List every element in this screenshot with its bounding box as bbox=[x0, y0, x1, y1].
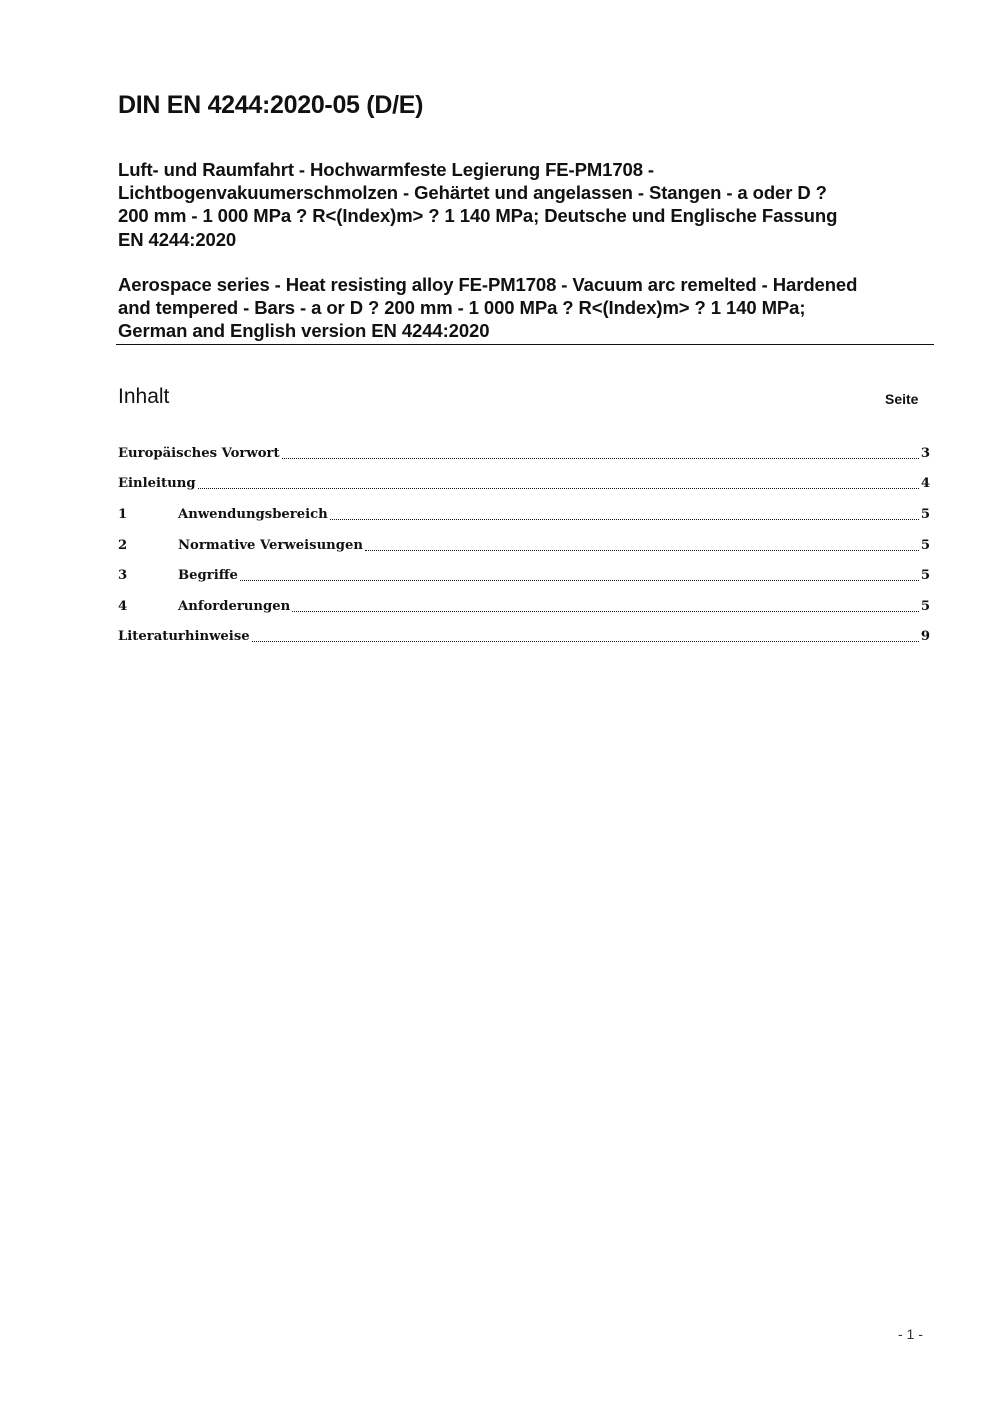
title-german-line: EN 4244:2020 bbox=[118, 228, 237, 250]
title-divider bbox=[116, 344, 934, 345]
toc-entry-title: Anforderungen bbox=[178, 598, 291, 614]
toc-entry-number: 2 bbox=[118, 537, 128, 553]
page-number: - 1 - bbox=[898, 1326, 923, 1342]
title-german-line: 200 mm - 1 000 MPa ? R<(Index)m> ? 1 140 MPa; Deutsche und Englische Fassung bbox=[118, 205, 838, 227]
toc-entry-page: 5 bbox=[920, 506, 930, 522]
toc-dot-leader bbox=[252, 641, 919, 642]
toc-entry-number: 3 bbox=[118, 568, 128, 584]
toc-entry-page: 5 bbox=[920, 598, 930, 614]
toc-page-label: Seite bbox=[885, 391, 919, 407]
toc-entry-title: Anwendungsbereich bbox=[178, 506, 328, 522]
toc-entry-page: 4 bbox=[920, 476, 930, 492]
toc-entry-page: 9 bbox=[920, 629, 930, 645]
toc-entry-title: Begriffe bbox=[178, 568, 238, 584]
toc-entry-begriffe[interactable] bbox=[118, 560, 930, 591]
toc-entry-einleitung[interactable] bbox=[118, 469, 930, 500]
toc-entry-title: Einleitung bbox=[118, 476, 196, 492]
document-id: DIN EN 4244:2020-05 (D/E) bbox=[118, 91, 424, 119]
title-english-line: German and English version EN 4244:2020 bbox=[118, 320, 490, 342]
title-german bbox=[118, 158, 938, 251]
table-of-contents bbox=[118, 438, 930, 652]
toc-entry-page: 3 bbox=[920, 445, 930, 461]
toc-entry-literaturhinweise[interactable] bbox=[118, 622, 930, 653]
toc-dot-leader bbox=[282, 458, 919, 459]
toc-entry-number: 1 bbox=[118, 506, 128, 522]
toc-dot-leader bbox=[292, 611, 919, 612]
toc-entry-europaeisches-vorwort[interactable] bbox=[118, 438, 930, 469]
title-english bbox=[118, 273, 938, 343]
toc-entry-normative-verweisungen[interactable] bbox=[118, 530, 930, 561]
toc-dot-leader bbox=[365, 550, 919, 551]
toc-entry-page: 5 bbox=[920, 537, 930, 553]
toc-heading: Inhalt bbox=[118, 385, 170, 408]
toc-entry-title: Literaturhinweise bbox=[118, 629, 250, 645]
toc-dot-leader bbox=[240, 580, 919, 581]
toc-entry-page: 5 bbox=[920, 568, 930, 584]
title-german-line: Lichtbogenvakuumerschmolzen - Gehärtet und angelassen - Stangen - a oder D ? bbox=[118, 182, 827, 204]
title-german-line: Luft- und Raumfahrt - Hochwarmfeste Legierung FE-PM1708 - bbox=[118, 159, 654, 180]
toc-entry-anforderungen[interactable] bbox=[118, 591, 930, 622]
title-english-line: and tempered - Bars - a or D ? 200 mm - 1 000 MPa ? R<(Index)m> ? 1 140 MPa; bbox=[118, 297, 806, 319]
toc-entry-anwendungsbereich[interactable] bbox=[118, 499, 930, 530]
toc-entry-title: Europäisches Vorwort bbox=[118, 445, 280, 461]
title-english-line: Aerospace series - Heat resisting alloy FE-PM1708 - Vacuum arc remelted - Hardened bbox=[118, 274, 858, 295]
toc-dot-leader bbox=[330, 519, 919, 520]
toc-entry-title: Normative Verweisungen bbox=[178, 537, 363, 553]
toc-entry-number: 4 bbox=[118, 598, 128, 614]
toc-dot-leader bbox=[198, 488, 919, 489]
